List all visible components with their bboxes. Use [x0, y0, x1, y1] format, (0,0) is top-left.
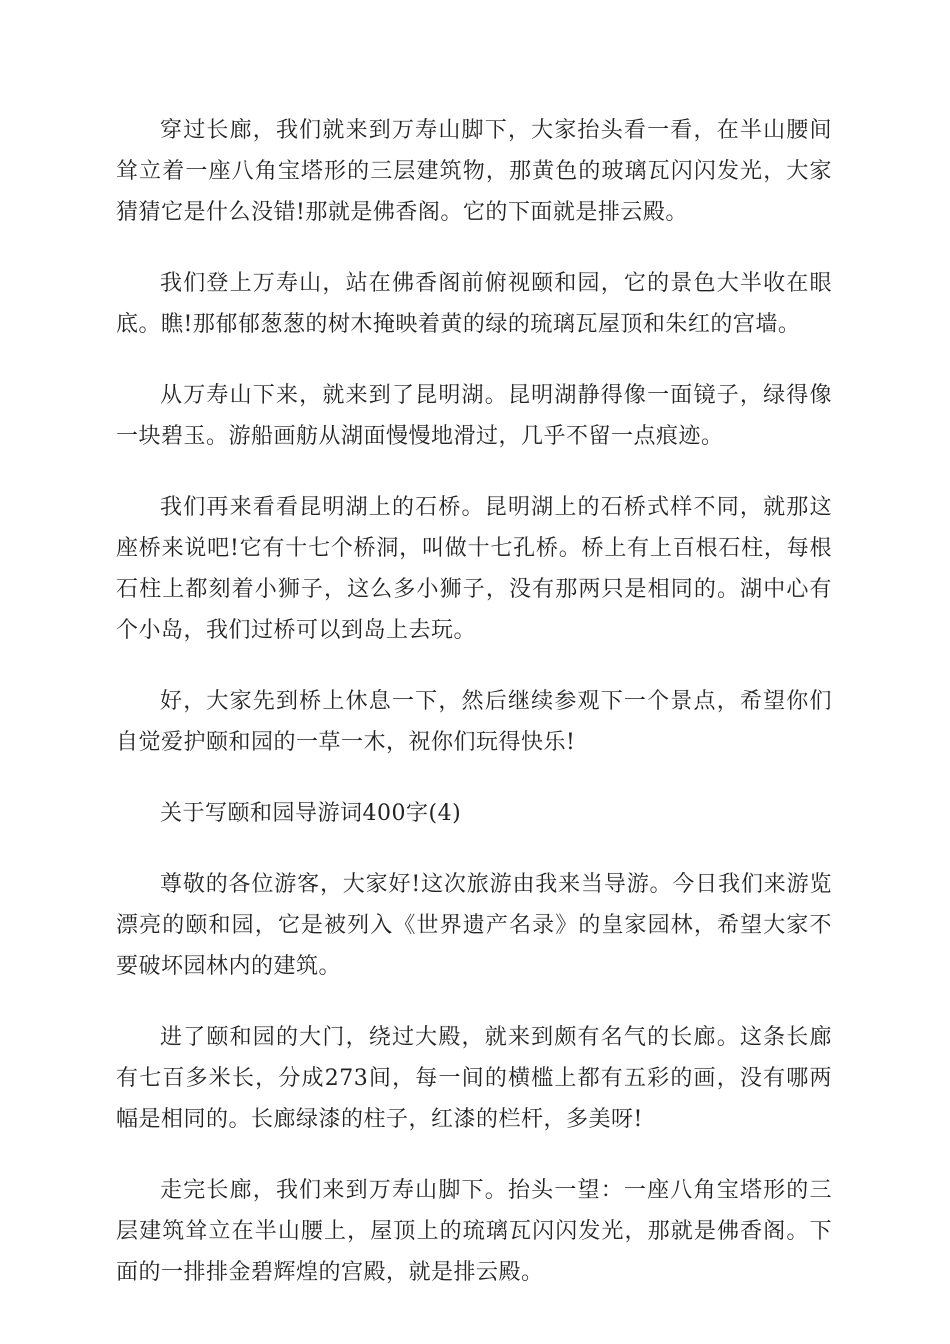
paragraph-foxiangge: 走完长廊，我们来到万寿山脚下。抬头一望：一座八角宝塔形的三层建筑耸立在半山腰上，屋顶上的琉璃瓦闪闪发光，那就是佛香阁。下面的一排排金碧辉煌的宫殿，就是排云殿。	[116, 1178, 832, 1285]
paragraph-changlang: 进了颐和园的大门，绕过大殿，就来到颇有名气的长廊。这条长廊有七百多米长，分成273间，每一间的横槛上都有五彩的画，没有哪两幅是相同的。长廊绿漆的柱子，红漆的栏杆，多美呀!	[116, 1025, 832, 1132]
paragraph-longlang: 穿过长廊，我们就来到万寿山脚下，大家抬头看一看，在半山腰间耸立着一座八角宝塔形的三层建筑物，那黄色的玻璃瓦闪闪发光，大家猜猜它是什么没错!那就是佛香阁。它的下面就是排云殿。	[116, 118, 832, 225]
paragraph-greeting: 尊敬的各位游客，大家好!这次旅游由我来当导游。今日我们来游览漂亮的颐和园，它是被列入《世界遗产名录》的皇家园林，希望大家不要破坏园林内的建筑。	[116, 872, 832, 979]
section-heading: 关于写颐和园导游词400字(4)	[160, 801, 462, 826]
paragraph-kunminghu: 从万寿山下来，就来到了昆明湖。昆明湖静得像一面镜子，绿得像一块碧玉。游船画舫从湖面慢慢地滑过，几乎不留一点痕迹。	[116, 383, 832, 449]
document-body	[116, 110, 832, 1323]
paragraph-xiuxi: 好，大家先到桥上休息一下，然后继续参观下一个景点，希望你们自觉爱护颐和园的一草一木，祝你们玩得快乐!	[116, 689, 832, 755]
paragraph-wanshoushan: 我们登上万寿山，站在佛香阁前俯视颐和园，它的景色大半收在眼底。瞧!那郁郁葱葱的树木掩映着黄的绿的琉璃瓦屋顶和朱红的宫墙。	[116, 271, 832, 337]
paragraph-shiqiao: 我们再来看看昆明湖上的石桥。昆明湖上的石桥式样不同，就那这座桥来说吧!它有十七个桥洞，叫做十七孔桥。桥上有上百根石柱，每根石柱上都刻着小狮子，这么多小狮子，没有那两只是相同的。湖中心有个小岛，我们过桥可以到岛上去玩。	[116, 495, 832, 643]
